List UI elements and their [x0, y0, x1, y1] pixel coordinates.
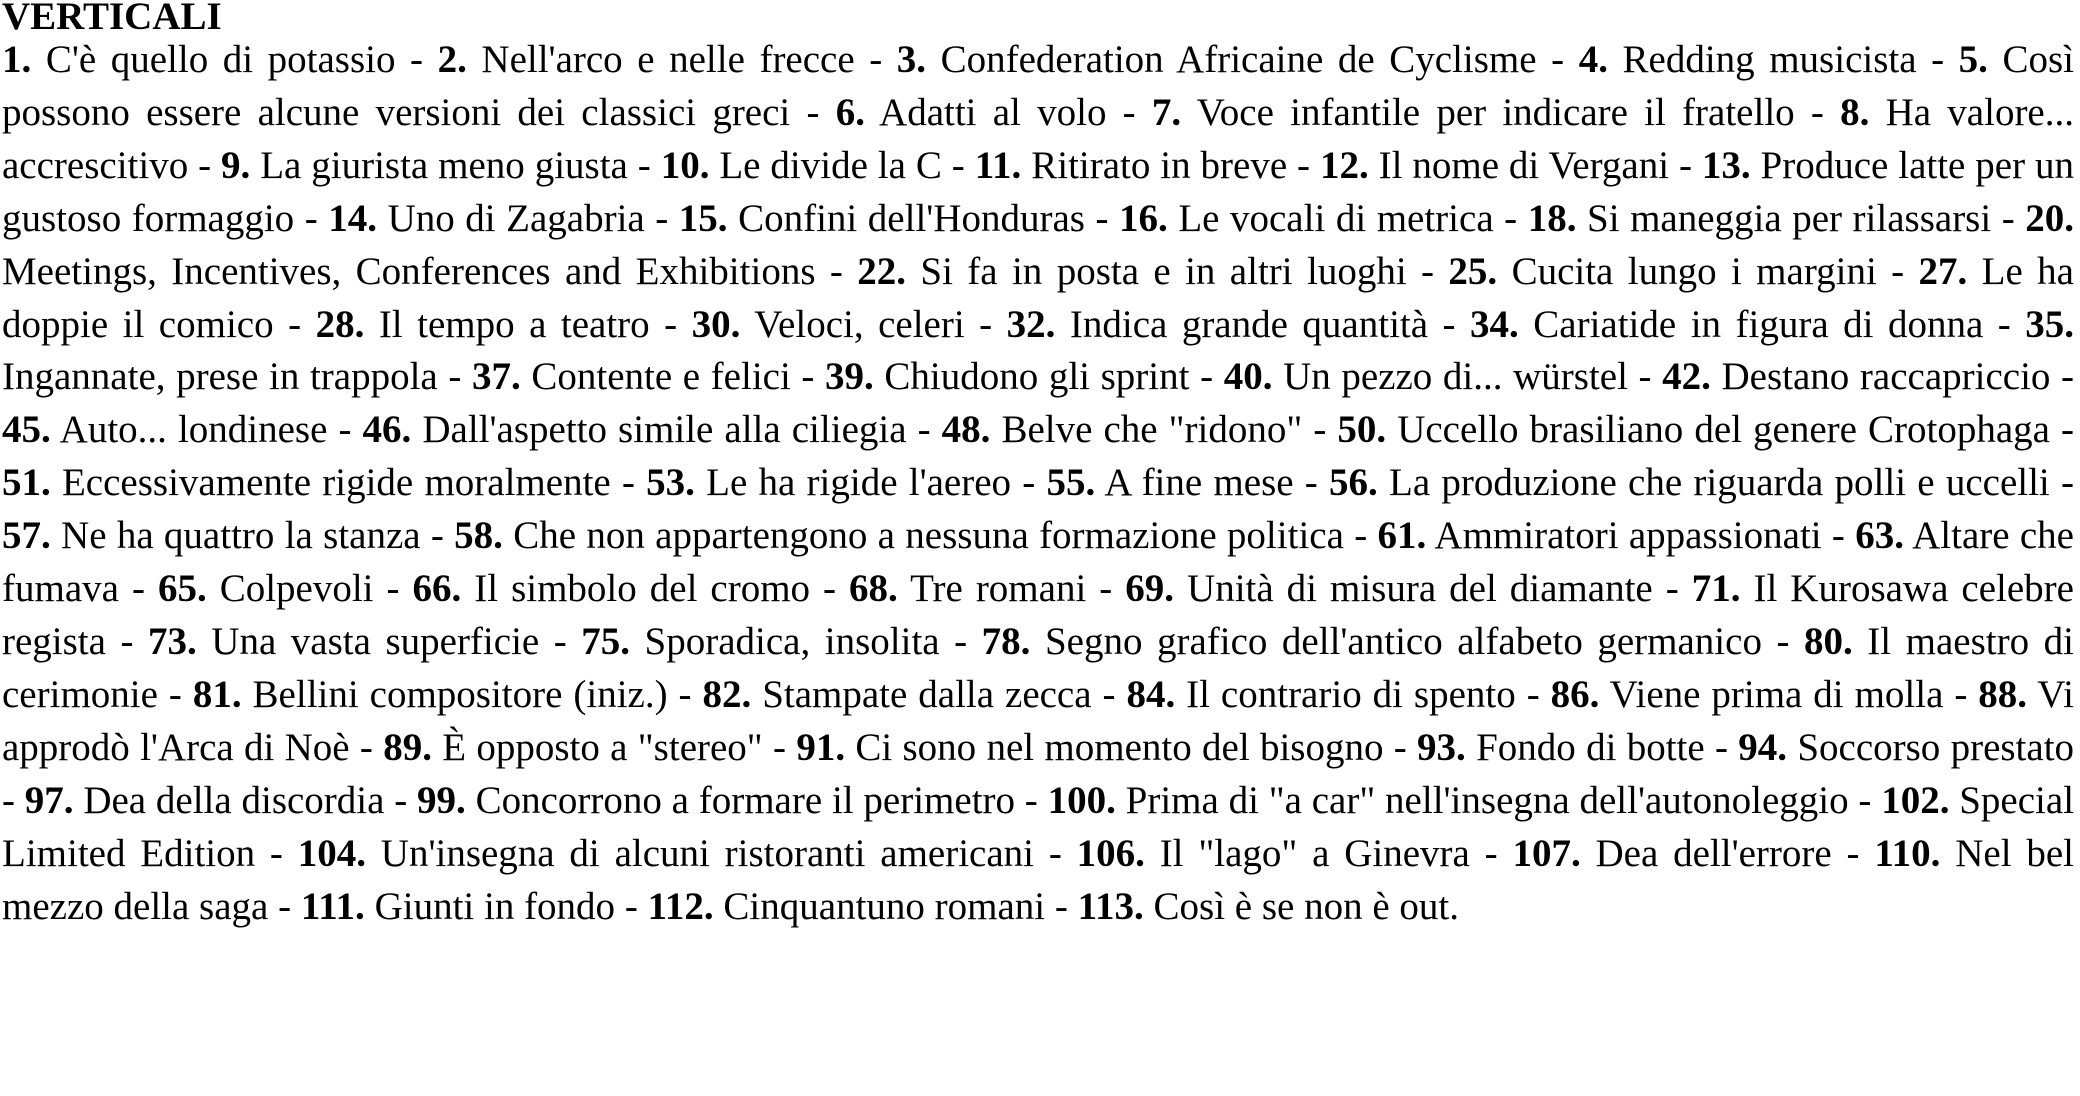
clue-number: 16.	[1119, 196, 1168, 240]
clue-separator: -	[437, 355, 472, 399]
clue-text: Meetings, Incentives, Conferences and Exhibitions	[2, 249, 816, 293]
clue-separator: -	[1343, 514, 1378, 558]
clue-number: 110.	[1874, 831, 1941, 875]
clue-number: 32.	[1006, 302, 1056, 346]
clue-item	[316, 303, 650, 346]
clue-text: Si fa in posta e in altri luoghi	[920, 249, 1407, 293]
clue-item	[1126, 673, 1515, 716]
clue-number: 1.	[2, 38, 32, 81]
clue-number: 86.	[1550, 672, 1600, 716]
clue-separator: -	[1916, 38, 1959, 81]
clue-separator: -	[1091, 672, 1127, 716]
clue-number: 34.	[1470, 302, 1519, 346]
clue-text: Special Limited Edition	[2, 778, 2075, 875]
clue-text: Così è se non è out	[1153, 884, 1450, 928]
clue-number: 112.	[647, 884, 714, 928]
clue-separator: -	[1084, 196, 1120, 240]
clue-separator: -	[395, 38, 438, 81]
clue-item	[2, 408, 327, 451]
clue-number: 106.	[1076, 831, 1145, 875]
clue-item	[454, 514, 1344, 557]
clue-end-mark: .	[1449, 884, 1459, 928]
clue-text: Nell'arco e nelle frecce	[481, 38, 855, 81]
clue-item	[1329, 461, 2050, 504]
clue-number: 51.	[2, 461, 51, 505]
section-heading: VERTICALI	[2, 0, 222, 38]
clue-number: 22.	[857, 249, 906, 293]
clue-separator: -	[941, 143, 975, 187]
clue-item	[158, 567, 374, 610]
clue-text: Eccessivamente rigide moralmente	[61, 461, 611, 505]
clue-number: 81.	[192, 672, 242, 716]
clue-separator: -	[1302, 408, 1338, 452]
clue-number: 111.	[300, 884, 365, 928]
clue-text: Ha valore... accrescitivo	[2, 90, 2074, 187]
clue-number: 66.	[412, 567, 462, 611]
clue-text: Cucita lungo i margini	[1511, 249, 1877, 293]
clue-text: Sporadica, insolita	[644, 619, 940, 663]
clue-item	[1512, 832, 1831, 875]
clue-item	[942, 408, 1303, 451]
clue-number: 104.	[297, 831, 366, 875]
clue-number: 53.	[646, 461, 695, 505]
clue-separator: -	[1515, 672, 1551, 716]
clue-separator: -	[2049, 461, 2074, 505]
clue-item	[301, 885, 615, 928]
clue-item	[646, 461, 1011, 504]
clue-text: Fondo di botte	[1476, 725, 1705, 769]
clue-text: Contente e felici	[531, 355, 791, 399]
clue-text: Produce latte per un gustoso formaggio	[2, 143, 2074, 240]
clue-separator: -	[1831, 831, 1875, 875]
clue-item	[148, 620, 539, 663]
clue-item	[1125, 567, 1652, 610]
clue-text: Le divide la C	[719, 143, 942, 187]
clue-number: 102.	[1881, 778, 1950, 822]
clue-number: 11.	[974, 143, 1022, 187]
clue-item	[413, 567, 811, 610]
clue-text: Si maneggia per rilassarsi	[1587, 196, 1992, 240]
clue-text: C'è quello di potassio	[45, 38, 396, 81]
clue-separator: -	[667, 672, 703, 716]
clue-item	[692, 303, 965, 346]
clue-separator: -	[188, 143, 222, 187]
clue-separator: -	[349, 725, 384, 769]
clue-separator: -	[1406, 249, 1449, 293]
clue-text: Cinquantuno romani	[723, 884, 1046, 928]
clue-number: 46.	[362, 408, 412, 452]
clue-number: 9.	[221, 143, 251, 187]
clue-text: Voce infantile per indicare il fratello	[1196, 90, 1795, 134]
clue-separator: -	[810, 567, 850, 611]
clue-number: 55.	[1046, 461, 1096, 505]
clue-text: Le ha rigide l'aereo	[706, 461, 1012, 505]
clue-separator: -	[1045, 884, 1078, 928]
clue-separator: -	[273, 302, 316, 346]
clue-number: 6.	[835, 90, 865, 134]
clue-item	[1662, 355, 2050, 398]
clue-item	[417, 779, 1015, 822]
clue-number: 40.	[1223, 355, 1273, 399]
clue-text: Nel bel mezzo della saga	[2, 831, 2074, 928]
clue-number: 65.	[157, 567, 207, 611]
clue-separator: -	[1428, 302, 1471, 346]
clue-separator: -	[1991, 196, 2026, 240]
clue-text: Le ha doppie il comico	[2, 249, 2074, 346]
clue-number: 84.	[1126, 672, 1176, 716]
clue-number: 50.	[1337, 408, 1387, 452]
clue-separator: -	[1086, 567, 1126, 611]
clue-text: Ci sono nel momento del bisogno	[855, 725, 1384, 769]
clue-text: Prima di "a car" nell'insegna dell'autonoleggio	[1125, 778, 1849, 822]
clue-item	[1470, 303, 1983, 346]
clue-separator: -	[649, 302, 692, 346]
clue-text: Vi approdò l'Arca di Noè	[2, 672, 2074, 769]
clue-number: 7.	[1151, 90, 1182, 134]
clue-number: 27.	[1918, 249, 1968, 293]
clue-separator: -	[1848, 778, 1882, 822]
clue-item	[836, 91, 1107, 134]
clue-separator: -	[1383, 725, 1418, 769]
clue-separator: -	[610, 461, 647, 505]
clue-item	[975, 144, 1287, 187]
clue-separator: -	[105, 619, 149, 663]
clue-separator: -	[1821, 514, 1856, 558]
clue-number: 10.	[660, 143, 710, 187]
clue-item	[581, 620, 939, 663]
clue-text: Altare che fumava	[2, 514, 2074, 611]
clue-item	[1337, 408, 2050, 451]
clue-separator: -	[2050, 355, 2075, 399]
clue-number: 2.	[437, 38, 467, 81]
clue-text: Viene prima di molla	[1609, 672, 1944, 716]
clue-item	[796, 726, 1383, 769]
clue-text: Ammiratori appassionati	[1434, 514, 1822, 558]
clue-text: Dea dell'errore	[1595, 831, 1832, 875]
clue-number: 88.	[1978, 672, 2028, 716]
clue-item	[1152, 91, 1795, 134]
clue-number: 63.	[1855, 514, 1904, 558]
clue-number: 82.	[702, 672, 752, 716]
clue-separator: -	[939, 619, 982, 663]
clue-text: Il "lago" a Ginevra	[1159, 831, 1470, 875]
clue-number: 13.	[1701, 143, 1751, 187]
clue-item	[1528, 197, 1991, 240]
clue-item	[1579, 38, 1917, 81]
clue-text: Una vasta superficie	[211, 619, 540, 663]
clue-number: 18.	[1527, 196, 1577, 240]
clue-separator: -	[1652, 567, 1692, 611]
clue-text: Auto... londinese	[59, 408, 328, 452]
clue-item	[1119, 197, 1494, 240]
clue-number: 56.	[1329, 461, 1378, 505]
clue-separator: -	[118, 567, 158, 611]
clue-separator: -	[1669, 143, 1702, 187]
clue-item	[328, 197, 644, 240]
clue-separator: -	[790, 355, 826, 399]
clue-number: 69.	[1125, 567, 1175, 611]
clue-item	[25, 779, 385, 822]
clue-item	[1048, 779, 1849, 822]
clue-item	[1078, 885, 1450, 928]
clue-text: Il maestro di cerimonie	[2, 619, 2074, 716]
clue-item	[702, 673, 1091, 716]
clue-number: 30.	[691, 302, 741, 346]
clue-text: Le vocali di metrica	[1178, 196, 1494, 240]
clue-separator: -	[255, 831, 298, 875]
clue-number: 75.	[581, 619, 631, 663]
clue-text: Il tempo a teatro	[378, 302, 650, 346]
clue-number: 93.	[1417, 725, 1466, 769]
clue-separator: -	[1015, 778, 1048, 822]
clue-separator: -	[327, 408, 363, 452]
clue-text: Il contrario di spento	[1186, 672, 1516, 716]
clue-number: 28.	[315, 302, 365, 346]
clue-text: Che non appartengono a nessuna formazione politica	[513, 514, 1344, 558]
clue-number: 37.	[471, 355, 521, 399]
clue-text: Dall'aspetto simile alla ciliegia	[422, 408, 907, 452]
clue-text: Unità di misura del diamante	[1187, 567, 1653, 611]
clue-separator: -	[1983, 302, 2026, 346]
clue-item	[897, 38, 1537, 81]
clue-separator: -	[2049, 408, 2075, 452]
clue-text: Cariatide in figura di donna	[1533, 302, 1984, 346]
clue-item	[383, 726, 763, 769]
clue-item	[363, 408, 907, 451]
clue-item	[679, 197, 1085, 240]
clue-separator: -	[964, 302, 1007, 346]
clue-number: 39.	[825, 355, 874, 399]
clue-separator: -	[762, 725, 797, 769]
clue-text: Tre romani	[910, 567, 1087, 611]
clue-number: 25.	[1448, 249, 1498, 293]
clue-text: Confini dell'Honduras	[738, 196, 1085, 240]
clue-separator: -	[1293, 461, 1330, 505]
clue-item	[2, 461, 611, 504]
clue-number: 14.	[328, 196, 378, 240]
clue-separator: -	[1876, 249, 1919, 293]
clue-item	[1224, 355, 1628, 398]
clue-separator: -	[1106, 90, 1152, 134]
clue-number: 107.	[1512, 831, 1581, 875]
clue-number: 4.	[1578, 38, 1608, 81]
clue-item	[648, 885, 1046, 928]
clue-separator: -	[627, 143, 661, 187]
clue-item	[1738, 726, 2074, 769]
clue-text: Belve che "ridono"	[1001, 408, 1303, 452]
clue-separator: -	[615, 884, 648, 928]
clue-text: A fine mese	[1104, 461, 1294, 505]
clue-text: Giunti in fondo	[374, 884, 616, 928]
clue-text: Colpevoli	[219, 567, 374, 611]
clue-item	[1320, 144, 1669, 187]
clue-number: 78.	[981, 619, 1031, 663]
clue-number: 20.	[2025, 196, 2075, 240]
clue-text: Segno grafico dell'antico alfabeto germanico	[1044, 619, 1762, 663]
clue-text: Indica grande quantità	[1069, 302, 1429, 346]
clue-number: 89.	[383, 725, 432, 769]
clue-item	[1448, 250, 1876, 293]
clue-separator: -	[1469, 831, 1513, 875]
clue-separator: -	[373, 567, 413, 611]
clue-text: Il nome di Vergani	[1378, 143, 1670, 187]
clue-separator: -	[157, 672, 193, 716]
clue-separator: -	[1189, 355, 1224, 399]
clue-item	[298, 832, 1034, 875]
clue-separator: -	[539, 619, 582, 663]
clue-text: Destano raccapriccio	[1721, 355, 2051, 399]
clue-number: 91.	[796, 725, 846, 769]
clue-number: 35.	[2025, 302, 2074, 346]
clue-separator: -	[1034, 831, 1077, 875]
clue-text: Uno di Zagabria	[387, 196, 645, 240]
clue-text: Adatti al volo	[879, 90, 1107, 134]
clue-text: Veloci, celeri	[754, 302, 965, 346]
clue-list	[2, 34, 2074, 933]
clue-separator: -	[790, 90, 836, 134]
clue-text: Ritirato in breve	[1031, 143, 1288, 187]
clue-item	[857, 250, 1406, 293]
clue-item	[1551, 673, 1944, 716]
clue-item	[193, 673, 668, 716]
clue-item	[1007, 303, 1428, 346]
clue-number: 61.	[1377, 514, 1427, 558]
clue-text: Soccorso prestato	[1797, 725, 2075, 769]
clue-text: Ingannate, prese in trappola	[2, 355, 438, 399]
clue-separator: -	[854, 38, 897, 81]
clue-number: 8.	[1840, 90, 1870, 134]
clue-separator: -	[268, 884, 301, 928]
clue-number: 94.	[1738, 725, 1788, 769]
clue-separator: -	[384, 778, 418, 822]
clue-text: Chiudono gli sprint	[884, 355, 1190, 399]
clue-text: Bellini compositore (iniz.)	[252, 672, 668, 716]
clue-text: Il Kurosawa celebre regista	[2, 567, 2074, 663]
clue-separator: -	[644, 196, 679, 240]
clue-item	[1077, 832, 1470, 875]
clue-number: 15.	[678, 196, 728, 240]
clue-separator: -	[1536, 38, 1579, 81]
clue-separator: -	[1627, 355, 1663, 399]
clue-text: Così possono essere alcune versioni dei classici greci	[2, 38, 2074, 134]
clue-number: 57.	[2, 514, 51, 558]
clue-text: Confederation Africaine de Cyclisme	[940, 38, 1537, 81]
clue-text: Uccello brasiliano del genere Crotophaga	[1397, 408, 2050, 452]
clue-separator: -	[1943, 672, 1979, 716]
clue-number: 42.	[1662, 355, 1711, 399]
clue-number: 71.	[1691, 567, 1741, 611]
clue-item	[1417, 726, 1705, 769]
clue-text: Il simbolo del cromo	[474, 567, 811, 611]
crossword-clues-page	[2, 0, 2074, 933]
clue-separator: -	[1493, 196, 1528, 240]
clue-text: La giurista meno giusta	[260, 143, 628, 187]
clue-item	[661, 144, 942, 187]
clue-number: 3.	[896, 38, 927, 81]
clue-number: 73.	[148, 619, 197, 663]
clue-item	[1047, 461, 1294, 504]
clue-item	[849, 567, 1086, 610]
clue-separator: -	[815, 249, 858, 293]
clue-text: Un pezzo di... würstel	[1283, 355, 1628, 399]
clue-number: 68.	[849, 567, 898, 611]
clue-number: 113.	[1077, 884, 1144, 928]
clue-text: Concorrono a formare il perimetro	[475, 778, 1016, 822]
clue-number: 58.	[454, 514, 503, 558]
clue-separator: -	[1704, 725, 1739, 769]
clue-separator: -	[420, 514, 455, 558]
clue-text: Redding musicista	[1622, 38, 1917, 81]
clue-number: 97.	[24, 778, 74, 822]
clue-item	[221, 144, 628, 187]
clue-item	[982, 620, 1762, 663]
clue-text: Dea della discordia	[83, 778, 385, 822]
clue-separator: -	[906, 408, 942, 452]
clue-number: 5.	[1958, 38, 1988, 81]
clue-separator: -	[1761, 619, 1805, 663]
clue-item	[438, 38, 855, 81]
clue-number: 80.	[1804, 619, 1853, 663]
clue-item	[2, 38, 395, 81]
clue-item	[825, 355, 1189, 398]
clue-number: 12.	[1319, 143, 1369, 187]
clue-text: È opposto a "stereo"	[442, 725, 763, 769]
clue-number: 45.	[2, 408, 51, 452]
clue-separator: -	[294, 196, 329, 240]
clue-text: Ne ha quattro la stanza	[61, 514, 421, 558]
clue-separator: -	[1794, 90, 1841, 134]
clue-text: Stampate dalla zecca	[762, 672, 1092, 716]
clue-item	[1378, 514, 1822, 557]
clue-text: La produzione che riguarda polli e uccelli	[1389, 461, 2050, 505]
clue-separator: -	[1011, 461, 1047, 505]
clue-number: 48.	[941, 408, 991, 452]
clue-item	[2, 514, 421, 557]
clue-separator: -	[1287, 143, 1320, 187]
clue-number: 100.	[1047, 778, 1116, 822]
clue-separator: -	[2, 778, 25, 822]
clue-text: Un'insegna di alcuni ristoranti americani	[380, 831, 1035, 875]
clue-number: 99.	[417, 778, 466, 822]
clue-item	[472, 355, 791, 398]
